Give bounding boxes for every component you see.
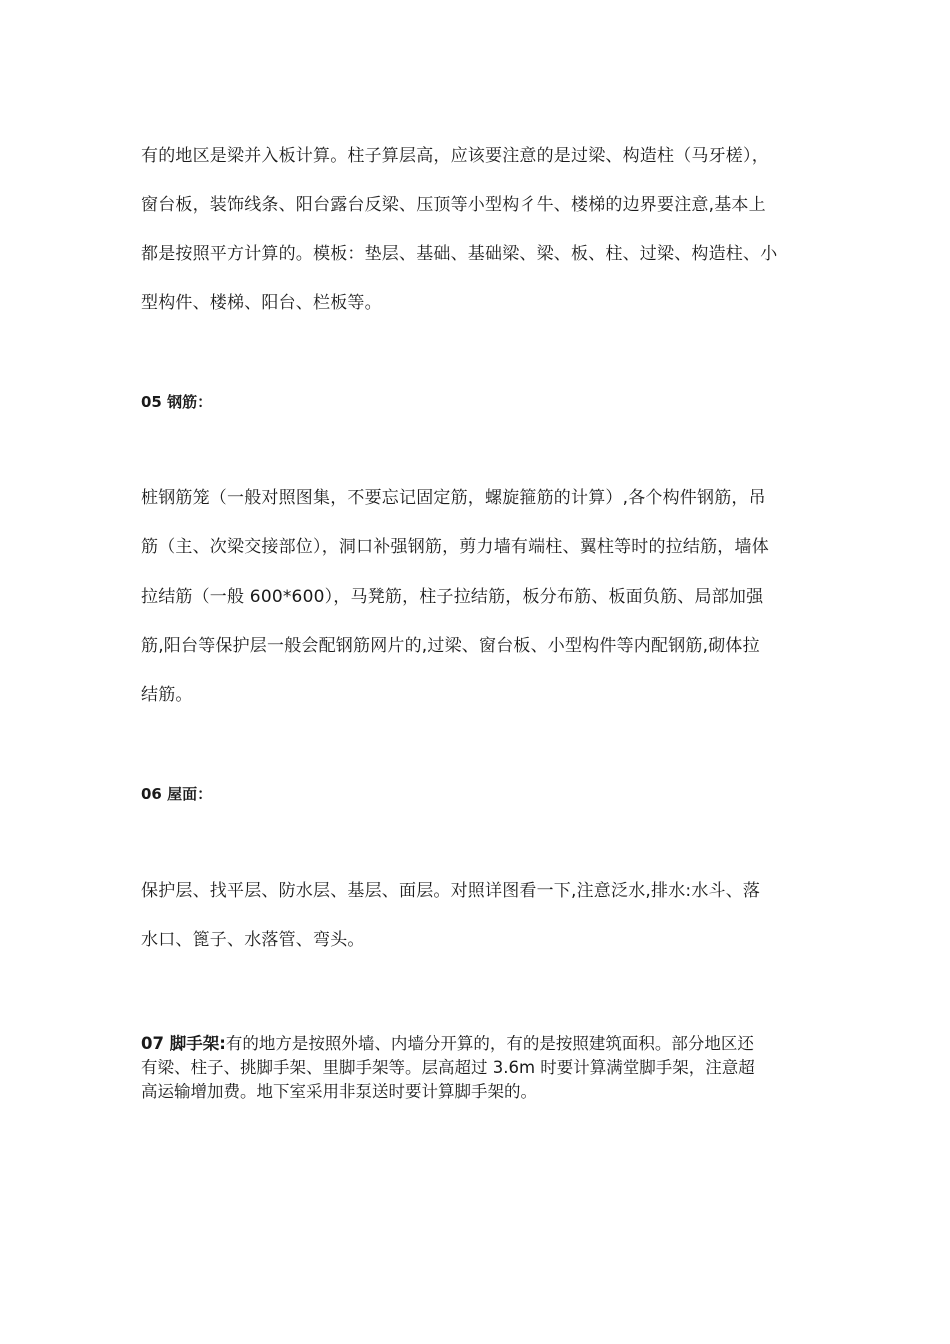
paragraph-line: 型构件、楼梯、阳台、栏板等。 [141, 293, 382, 313]
paragraph-line: 拉结筋（一般 600*600），马凳筋，柱子拉结筋，板分布筋、板面负筋、局部加强 [141, 587, 764, 607]
paragraph-line: 高运输增加费。地下室采用非泵送时要计算脚手架的。 [141, 1082, 537, 1101]
paragraph-line: 水口、篦子、水落管、弯头。 [141, 930, 365, 950]
section-heading-rebar: 05 钢筋： [141, 393, 213, 411]
section-scaffolding [141, 1032, 811, 1104]
paragraph-line: 保护层、找平层、防水层、基层、面层。对照详图看一下,注意泛水,排水:水斗、落 [141, 881, 761, 901]
paragraph-line: 桩钢筋笼（一般对照图集，不要忘记固定筋，螺旋箍筋的计算）,各个构件钢筋，吊 [141, 488, 766, 508]
paragraph-line: 有梁、柱子、挑脚手架、里脚手架等。层高超过 3.6m 时要计算满堂脚手架，注意超 [141, 1058, 755, 1077]
paragraph-line: 结筋。 [141, 685, 193, 705]
paragraph-line: 有的地区是梁并入板计算。柱子算层高，应该要注意的是过梁、构造柱（马牙槎）， [141, 146, 769, 166]
paragraph-line [141, 1032, 811, 1056]
paragraph-line: 都是按照平方计算的。模板：垫层、基础、基础梁、梁、板、柱、过梁、构造柱、小 [141, 244, 778, 264]
section-heading-roof: 06 屋面： [141, 785, 213, 803]
section-heading-scaffolding: 07 脚手架: [141, 1034, 226, 1053]
paragraph-line: 筋,阳台等保护层一般会配钢筋网片的,过梁、窗台板、小型构件等内配钢筋,砌体拉 [141, 636, 760, 656]
paragraph-text: 有的地方是按照外墙、内墙分开算的，有的是按照建筑面积。部分地区还 [225, 1034, 754, 1053]
paragraph-line: 筋（主、次梁交接部位），洞口补强钢筋，剪力墙有端柱、翼柱等时的拉结筋，墙体 [141, 537, 769, 557]
paragraph-line: 窗台板，装饰线条、阳台露台反梁、压顶等小型构彳牛、楼梯的边界要注意,基本上 [141, 195, 766, 215]
